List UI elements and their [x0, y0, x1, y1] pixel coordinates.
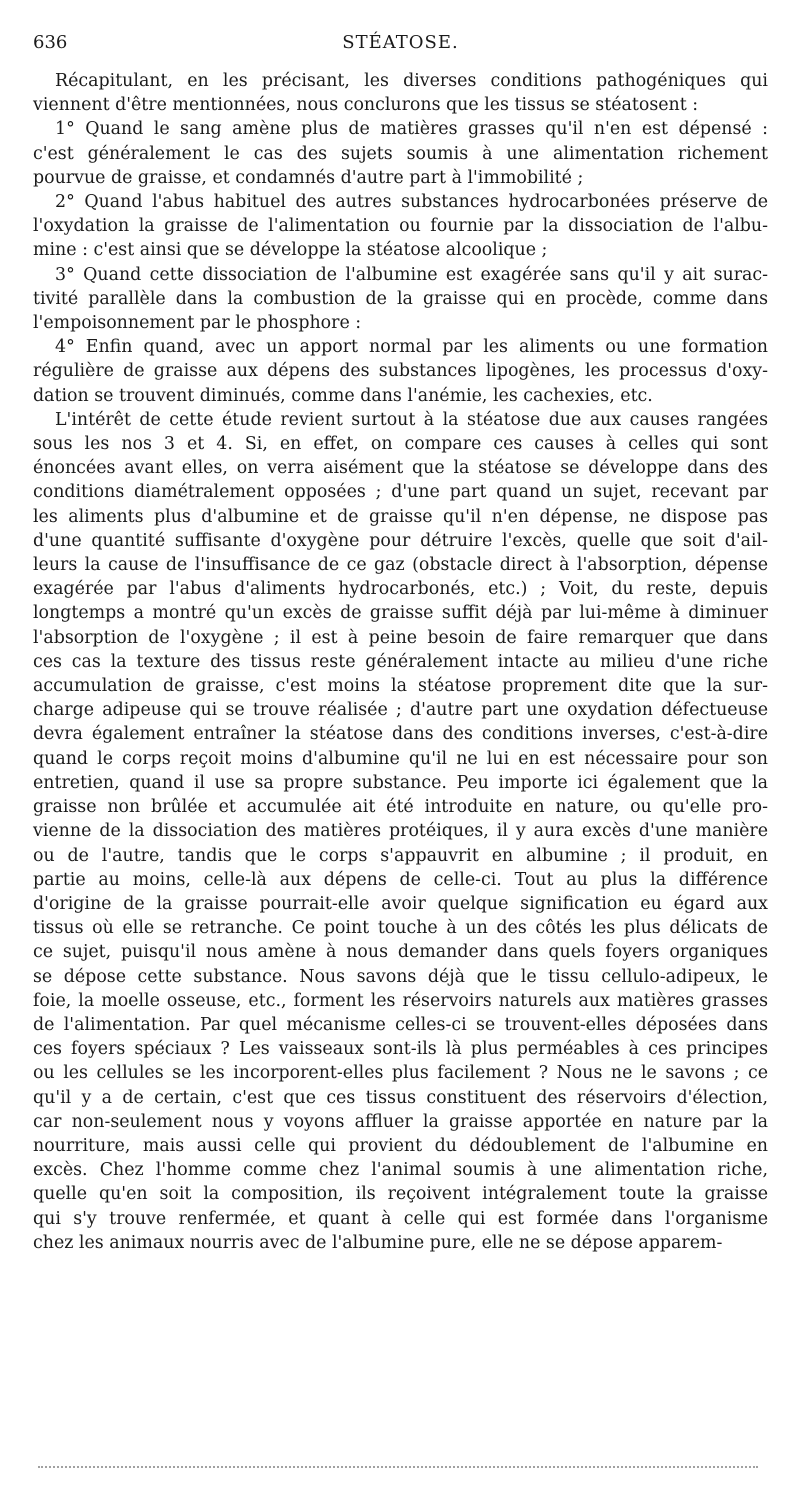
text-line: qui s'y trouve renfermée, et quant à celle qui est formée dans l'organisme: [33, 1208, 768, 1229]
footer-dotted-rule: [38, 1466, 758, 1468]
text-line: énoncées avant elles, on verra aisément que la stéatose se développe dans des: [33, 458, 768, 479]
text-line: entretien, quand il use sa propre substance. Peu importe ici également que la: [33, 772, 768, 793]
text-line: tivité parallèle dans la combustion de la graisse qui en procède, comme dans: [33, 288, 768, 309]
text-line: charge adipeuse qui se trouve réalisée ; d'autre part une oxydation défectueuse: [33, 700, 768, 721]
text-line: viennent d'être mentionnées, nous conclurons que les tissus se stéatosent :: [33, 95, 699, 116]
text-line: devra également entraîner la stéatose dans des conditions inverses, c'est-à-dire: [33, 724, 768, 745]
text-line: Récapitulant, en les précisant, les diverses conditions pathogéniques qui: [55, 71, 768, 91]
body-text: [33, 69, 768, 1255]
text-line: pourvue de graisse, et condamnés d'autre part à l'immobilité ;: [33, 167, 584, 188]
text-line: ou de l'autre, tandis que le corps s'appauvrit en albumine ; il produit, en: [33, 845, 768, 866]
text-line: quand le corps reçoit moins d'albumine qu'il ne lui en est nécessaire pour son: [33, 748, 768, 769]
text-line: car non-seulement nous y voyons affluer la graisse apportée en nature par la: [33, 1111, 768, 1132]
text-line: l'oxydation la graisse de l'alimentation ou fournie par la dissociation de l'albu-: [33, 216, 768, 237]
text-line: graisse non brûlée et accumulée ait été introduite en nature, ou qu'elle pro-: [33, 797, 768, 818]
text-line: L'intérêt de cette étude revient surtout à la stéatose due aux causes rangées: [55, 409, 768, 430]
text-line: conditions diamétralement opposées ; d'une part quand un sujet, recevant par: [33, 482, 768, 503]
text-line: ces cas la texture des tissus reste généralement intacte au milieu d'une riche: [33, 651, 768, 672]
text-line: 4° Enfin quand, avec un apport normal par les aliments ou une formation: [55, 337, 768, 358]
text-line: vienne de la dissociation des matières protéiques, il y aura excès d'une manière: [33, 821, 768, 842]
text-line: 3° Quand cette dissociation de l'albumine est exagérée sans qu'il y ait surac-: [55, 264, 768, 285]
text-line: 2° Quand l'abus habituel des autres substances hydrocarbonées préserve de: [55, 192, 768, 213]
book-page: [33, 30, 768, 1255]
text-line: foie, la moelle osseuse, etc., forment les réservoirs naturels aux matières grasses: [33, 990, 768, 1011]
text-line: chez les animaux nourris avec de l'albumine pure, elle ne se dépose apparem-: [33, 1232, 723, 1253]
text-line: mine : c'est ainsi que se développe la stéatose alcoolique ;: [33, 240, 548, 261]
text-line: excès. Chez l'homme comme chez l'animal soumis à une alimentation riche,: [33, 1160, 768, 1181]
text-line: longtemps a montré qu'un excès de graisse suffit déjà par lui-même à diminuer: [33, 603, 768, 624]
text-line: sous les nos 3 et 4. Si, en effet, on compare ces causes à celles qui sont: [33, 434, 768, 455]
text-line: ou les cellules se les incorporent-elles plus facilement ? Nous ne le savons ; ce: [33, 1063, 768, 1084]
text-line: dation se trouvent diminués, comme dans l'anémie, les cachexies, etc.: [33, 385, 653, 406]
text-line: se dépose cette substance. Nous savons déjà que le tissu cellulo-adipeux, le: [33, 966, 768, 987]
text-line: 1° Quand le sang amène plus de matières grasses qu'il n'en est dépensé :: [55, 119, 768, 140]
text-line: l'absorption de l'oxygène ; il est à peine besoin de faire remarquer que dans: [33, 627, 768, 648]
text-line: les aliments plus d'albumine et de graisse qu'il n'en dépense, ne dispose pas: [33, 506, 768, 527]
text-line: l'empoisonnement par le phosphore :: [33, 313, 362, 334]
text-line: d'une quantité suffisante d'oxygène pour détruire l'excès, quelle que soit d'ail-: [33, 530, 768, 551]
text-line: accumulation de graisse, c'est moins la stéatose proprement dite que la sur-: [33, 676, 768, 697]
text-line: tissus où elle se retranche. Ce point touche à un des côtés les plus délicats de: [33, 918, 768, 939]
text-line: ces foyers spéciaux ? Les vaisseaux sont-ils là plus perméables à ces principes: [33, 1039, 768, 1060]
text-line: leurs la cause de l'insuffisance de ce gaz (obstacle direct à l'absorption, dépense: [33, 555, 768, 576]
text-line: de l'alimentation. Par quel mécanisme celles-ci se trouvent-elles déposées dans: [33, 1014, 768, 1035]
running-title: STÉATOSE.: [342, 32, 459, 53]
page-header: [33, 30, 768, 56]
text-line: d'origine de la graisse pourrait-elle avoir quelque signification eu égard aux: [33, 893, 768, 914]
text-line: régulière de graisse aux dépens des substances lipogènes, les processus d'oxy-: [33, 361, 768, 382]
text-line: ce sujet, puisqu'il nous amène à nous demander dans quels foyers organiques: [33, 942, 768, 963]
text-line: qu'il y a de certain, c'est que ces tissus constituent des réservoirs d'élection,: [33, 1087, 768, 1108]
text-line: nourriture, mais aussi celle qui provient du dédoublement de l'albumine en: [33, 1135, 768, 1156]
text-line: exagérée par l'abus d'aliments hydrocarbonés, etc.) ; Voit, du reste, depuis: [33, 579, 768, 600]
text-line: c'est généralement le cas des sujets soumis à une alimentation richement: [33, 143, 768, 164]
text-line: partie au moins, celle-là aux dépens de celle-ci. Tout au plus la différence: [33, 869, 768, 890]
page-number: 636: [33, 32, 68, 53]
text-line: quelle qu'en soit la composition, ils reçoivent intégralement toute la graisse: [33, 1184, 768, 1205]
